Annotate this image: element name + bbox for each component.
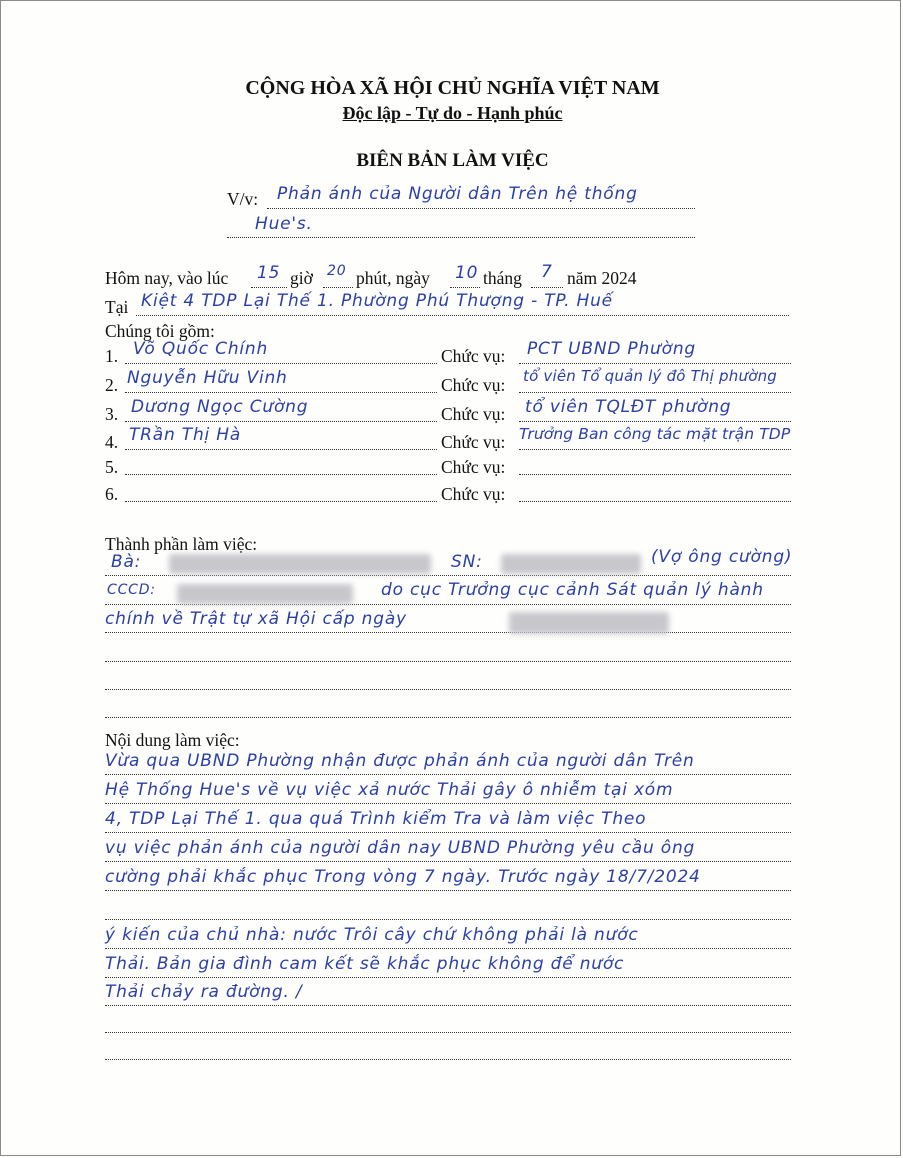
redacted-date xyxy=(509,612,669,634)
participant-num: 1. xyxy=(105,346,119,366)
month-value: 7 xyxy=(541,262,553,282)
position-label: Chức vụ: xyxy=(441,375,506,395)
composition-line1-a: Bà: xyxy=(111,552,142,572)
thang-label: tháng xyxy=(483,268,522,288)
participant-name-dotline xyxy=(125,474,437,475)
participant-name-dotline xyxy=(125,449,437,450)
participant-name: Nguyễn Hữu Vinh xyxy=(127,368,288,388)
content-line-1: Vừa qua UBND Phường nhận được phản ánh của người dân Trên xyxy=(105,751,695,771)
subject-value-2: Hue's. xyxy=(255,214,313,234)
participant-name-dotline xyxy=(125,392,437,393)
position-dotline xyxy=(519,501,791,502)
location-label: Tại xyxy=(105,297,129,317)
content-line-7: ý kiến của chủ nhà: nước Trôi cây chứ không phải là nước xyxy=(105,925,639,945)
subject-value-1: Phản ánh của Người dân Trên hệ thống xyxy=(277,184,638,204)
participant-name: Võ Quốc Chính xyxy=(133,339,269,359)
position-dotline xyxy=(519,421,791,422)
participant-name-dotline xyxy=(125,501,437,502)
content-line-4: vụ việc phản ánh của người dân nay UBND Phường yêu cầu ông xyxy=(105,838,696,858)
position-label: Chức vụ: xyxy=(441,432,506,452)
content-label: Nội dung làm việc: xyxy=(105,730,240,750)
subject-label: V/v: xyxy=(227,189,259,209)
participant-num: 2. xyxy=(105,375,119,395)
content-dotline xyxy=(105,919,791,920)
hour-value: 15 xyxy=(257,263,281,283)
content-dotline xyxy=(105,890,791,891)
day-value: 10 xyxy=(455,263,479,283)
participant-num: 6. xyxy=(105,484,119,504)
position-label: Chức vụ: xyxy=(441,404,506,424)
composition-dotline-1 xyxy=(105,575,791,576)
content-dotline xyxy=(105,832,791,833)
location-dotline xyxy=(136,315,789,316)
month-dotline xyxy=(531,287,563,288)
position-label: Chức vụ: xyxy=(441,346,506,366)
composition-dotline-4 xyxy=(105,661,791,662)
content-dotline xyxy=(105,1005,791,1006)
date-prefix: Hôm nay, vào lúc xyxy=(105,268,229,288)
position-dotline xyxy=(519,392,791,393)
content-dotline xyxy=(105,1059,791,1060)
composition-dotline-3 xyxy=(105,632,791,633)
subject-dotline-1 xyxy=(267,208,695,209)
content-line-5: cường phải khắc phục Trong vòng 7 ngày. Trước ngày 18/7/2024 xyxy=(105,867,701,887)
nation-heading: CỘNG HÒA XÃ HỘI CHỦ NGHĨA VIỆT NAM xyxy=(245,77,660,99)
content-dotline xyxy=(105,774,791,775)
gio-label: giờ xyxy=(290,268,313,288)
content-line-9: Thải chảy ra đường. / xyxy=(105,982,303,1002)
participants-label: Chúng tôi gồm: xyxy=(105,321,215,341)
position-dotline xyxy=(519,474,791,475)
participant-name-dotline xyxy=(125,421,437,422)
content-line-8: Thải. Bản gia đình cam kết sẽ khắc phục không để nước xyxy=(105,954,625,974)
motto-heading xyxy=(1,103,903,124)
redacted-id xyxy=(177,584,353,604)
redacted-name xyxy=(169,554,431,574)
motto-text: Độc lập - Tự do - Hạnh phúc xyxy=(342,103,563,123)
subject-dotline-2 xyxy=(227,237,695,238)
content-line-3: 4, TDP Lại Thế 1. qua quá Trình kiểm Tra và làm việc Theo xyxy=(105,809,647,829)
hour-dotline xyxy=(251,287,287,288)
content-dotline xyxy=(105,948,791,949)
phut-label: phút, ngày xyxy=(356,268,430,288)
participant-name: Dương Ngọc Cường xyxy=(131,397,309,417)
composition-line2-b: do cục Trưởng cục cảnh Sát quản lý hành xyxy=(381,580,764,600)
participant-position: tổ viên TQLĐT phường xyxy=(525,397,732,417)
content-dotline xyxy=(105,1032,791,1033)
position-dotline xyxy=(519,363,791,364)
participant-num: 5. xyxy=(105,457,119,477)
year-label: năm 2024 xyxy=(567,268,637,288)
content-dotline xyxy=(105,977,791,978)
position-dotline xyxy=(519,449,791,450)
participant-num: 3. xyxy=(105,404,119,424)
composition-line3-a: chính về Trật tự xã Hội cấp ngày xyxy=(105,609,407,629)
content-dotline xyxy=(105,803,791,804)
participant-position: Trưởng Ban công tác mặt trận TDP xyxy=(519,425,791,443)
redacted-birth xyxy=(501,554,641,574)
participant-num: 4. xyxy=(105,432,119,452)
minute-value: 20 xyxy=(327,263,347,279)
participant-name: TRần Thị Hà xyxy=(129,425,242,445)
content-dotline xyxy=(105,861,791,862)
composition-line1-b: SN: xyxy=(451,552,483,572)
participant-position: PCT UBND Phường xyxy=(527,339,696,359)
composition-dotline-5 xyxy=(105,689,791,690)
composition-line2-a: CCCD: xyxy=(107,582,156,598)
composition-label: Thành phần làm việc: xyxy=(105,534,258,554)
composition-dotline-6 xyxy=(105,717,791,718)
location-value: Kiệt 4 TDP Lại Thế 1. Phường Phú Thượng - TP. Huế xyxy=(141,291,613,311)
position-label: Chức vụ: xyxy=(441,484,506,504)
document-title: BIÊN BẢN LÀM VIỆC xyxy=(356,150,549,171)
day-dotline xyxy=(450,287,480,288)
position-label: Chức vụ: xyxy=(441,457,506,477)
participant-name-dotline xyxy=(125,363,437,364)
content-line-2: Hệ Thống Hue's về vụ việc xả nước Thải gây ô nhiễm tại xóm xyxy=(105,780,674,800)
composition-dotline-2 xyxy=(105,604,791,605)
composition-line1-c: (Vợ ông cường) xyxy=(651,547,793,567)
participant-position: tổ viên Tổ quản lý đô Thị phường xyxy=(523,367,778,385)
minute-dotline xyxy=(323,287,353,288)
